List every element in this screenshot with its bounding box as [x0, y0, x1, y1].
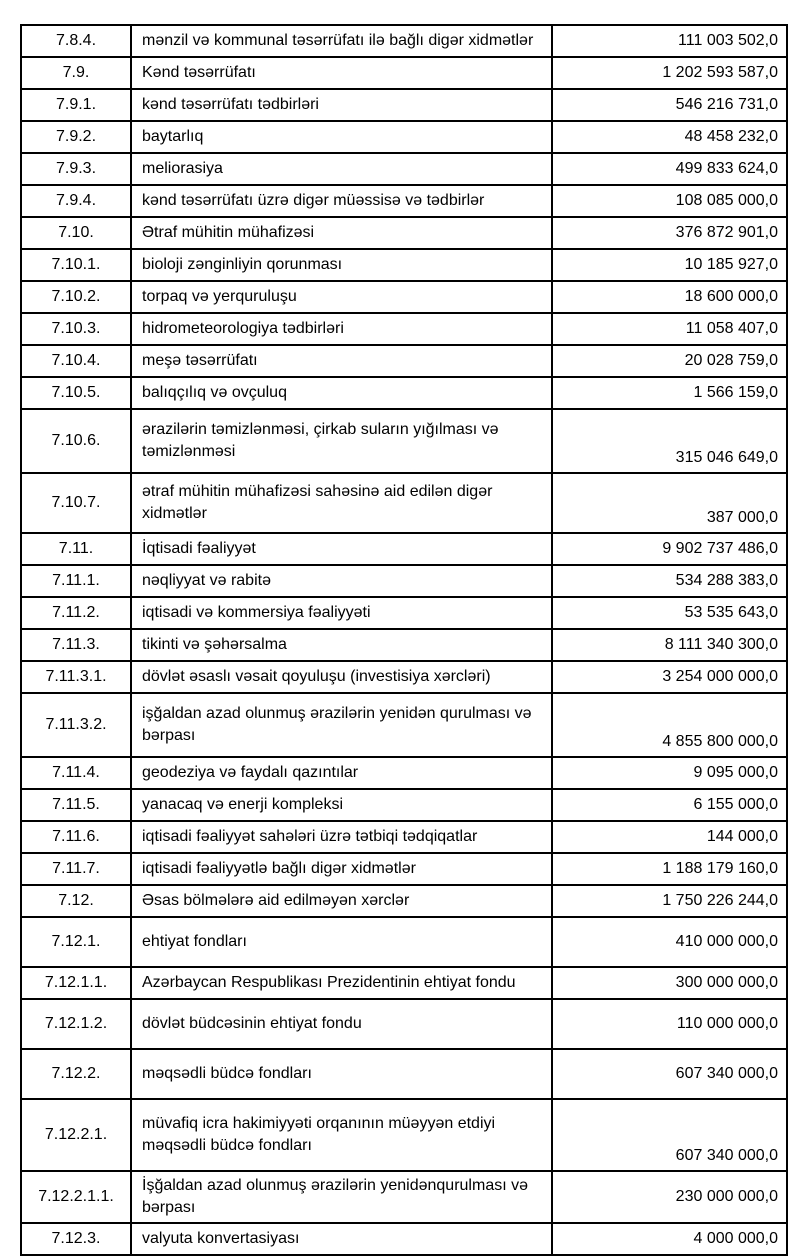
row-code: 7.11.3. [21, 629, 131, 661]
table-row [21, 821, 787, 853]
row-description: dövlət əsaslı vəsait qoyuluşu (investisiya xərcləri) [131, 661, 552, 693]
table-row [21, 1223, 787, 1255]
row-description: balıqçılıq və ovçuluq [131, 377, 552, 409]
table-row [21, 693, 787, 757]
row-amount: 53 535 643,0 [552, 597, 787, 629]
row-amount: 6 155 000,0 [552, 789, 787, 821]
row-amount: 110 000 000,0 [552, 999, 787, 1049]
row-description: ehtiyat fondları [131, 917, 552, 967]
row-description: İqtisadi fəaliyyət [131, 533, 552, 565]
row-description: Azərbaycan Respublikası Prezidentinin ehtiyat fondu [131, 967, 552, 999]
row-description: geodeziya və faydalı qazıntılar [131, 757, 552, 789]
row-code: 7.11.1. [21, 565, 131, 597]
row-description: iqtisadi və kommersiya fəaliyyəti [131, 597, 552, 629]
table-row [21, 789, 787, 821]
row-amount: 607 340 000,0 [552, 1099, 787, 1171]
row-code: 7.11.5. [21, 789, 131, 821]
row-description: Kənd təsərrüfatı [131, 57, 552, 89]
row-description: meliorasiya [131, 153, 552, 185]
table-row [21, 999, 787, 1049]
row-code: 7.9.2. [21, 121, 131, 153]
row-amount: 534 288 383,0 [552, 565, 787, 597]
table-row [21, 185, 787, 217]
row-amount: 4 855 800 000,0 [552, 693, 787, 757]
row-amount: 410 000 000,0 [552, 917, 787, 967]
row-description: meşə təsərrüfatı [131, 345, 552, 377]
row-description: iqtisadi fəaliyyət sahələri üzrə tətbiqi tədqiqatlar [131, 821, 552, 853]
row-code: 7.9.4. [21, 185, 131, 217]
row-code: 7.11.3.2. [21, 693, 131, 757]
table-row [21, 853, 787, 885]
row-amount: 3 254 000 000,0 [552, 661, 787, 693]
row-code: 7.11.4. [21, 757, 131, 789]
row-amount: 48 458 232,0 [552, 121, 787, 153]
table-row [21, 533, 787, 565]
table-row [21, 153, 787, 185]
row-code: 7.10.5. [21, 377, 131, 409]
row-description: müvafiq icra hakimiyyəti orqanının müəyyən etdiyi məqsədli büdcə fondları [131, 1099, 552, 1171]
row-code: 7.12. [21, 885, 131, 917]
table-row [21, 1099, 787, 1171]
row-description: Ətraf mühitin mühafizəsi [131, 217, 552, 249]
row-amount: 376 872 901,0 [552, 217, 787, 249]
row-amount: 300 000 000,0 [552, 967, 787, 999]
table-row [21, 597, 787, 629]
row-code: 7.8.4. [21, 25, 131, 57]
row-description: dövlət büdcəsinin ehtiyat fondu [131, 999, 552, 1049]
table-row [21, 377, 787, 409]
table-row [21, 629, 787, 661]
row-code: 7.11. [21, 533, 131, 565]
row-description: yanacaq və enerji kompleksi [131, 789, 552, 821]
table-row [21, 917, 787, 967]
row-amount: 10 185 927,0 [552, 249, 787, 281]
row-code: 7.12.3. [21, 1223, 131, 1255]
table-row [21, 565, 787, 597]
table-row [21, 281, 787, 313]
row-code: 7.11.2. [21, 597, 131, 629]
row-code: 7.12.1.1. [21, 967, 131, 999]
row-code: 7.11.6. [21, 821, 131, 853]
row-amount: 499 833 624,0 [552, 153, 787, 185]
row-amount: 607 340 000,0 [552, 1049, 787, 1099]
row-code: 7.10.2. [21, 281, 131, 313]
row-amount: 111 003 502,0 [552, 25, 787, 57]
row-amount: 387 000,0 [552, 473, 787, 533]
row-amount: 11 058 407,0 [552, 313, 787, 345]
row-description: baytarlıq [131, 121, 552, 153]
table-row [21, 217, 787, 249]
table-row [21, 967, 787, 999]
row-code: 7.10.1. [21, 249, 131, 281]
row-description: kənd təsərrüfatı tədbirləri [131, 89, 552, 121]
table-row [21, 473, 787, 533]
row-amount: 9 902 737 486,0 [552, 533, 787, 565]
table-row [21, 885, 787, 917]
row-code: 7.9. [21, 57, 131, 89]
row-description: nəqliyyat və rabitə [131, 565, 552, 597]
row-description: hidrometeorologiya tədbirləri [131, 313, 552, 345]
row-description: iqtisadi fəaliyyətlə bağlı digər xidmətlər [131, 853, 552, 885]
budget-table [20, 24, 788, 1256]
row-amount: 1 188 179 160,0 [552, 853, 787, 885]
row-amount: 18 600 000,0 [552, 281, 787, 313]
row-amount: 8 111 340 300,0 [552, 629, 787, 661]
table-row [21, 249, 787, 281]
row-amount: 1 202 593 587,0 [552, 57, 787, 89]
row-description: ətraf mühitin mühafizəsi sahəsinə aid edilən digər xidmətlər [131, 473, 552, 533]
row-code: 7.11.7. [21, 853, 131, 885]
row-code: 7.10. [21, 217, 131, 249]
row-code: 7.10.4. [21, 345, 131, 377]
row-description: tikinti və şəhərsalma [131, 629, 552, 661]
row-code: 7.12.1. [21, 917, 131, 967]
table-row [21, 89, 787, 121]
row-code: 7.12.2.1. [21, 1099, 131, 1171]
row-amount: 9 095 000,0 [552, 757, 787, 789]
table-body [21, 25, 787, 1255]
row-amount: 4 000 000,0 [552, 1223, 787, 1255]
row-description: ərazilərin təmizlənməsi, çirkab suların yığılması və təmizlənməsi [131, 409, 552, 473]
row-code: 7.12.2.1.1. [21, 1171, 131, 1223]
table-row [21, 121, 787, 153]
row-code: 7.11.3.1. [21, 661, 131, 693]
row-amount: 1 750 226 244,0 [552, 885, 787, 917]
table-row [21, 1171, 787, 1223]
table-row [21, 757, 787, 789]
row-description: kənd təsərrüfatı üzrə digər müəssisə və tədbirlər [131, 185, 552, 217]
row-description: bioloji zənginliyin qorunması [131, 249, 552, 281]
table-row [21, 25, 787, 57]
row-description: mənzil və kommunal təsərrüfatı ilə bağlı digər xidmətlər [131, 25, 552, 57]
row-description: işğaldan azad olunmuş ərazilərin yenidən qurulması və bərpası [131, 693, 552, 757]
table-row [21, 409, 787, 473]
row-amount: 1 566 159,0 [552, 377, 787, 409]
row-code: 7.10.6. [21, 409, 131, 473]
row-amount: 546 216 731,0 [552, 89, 787, 121]
row-amount: 144 000,0 [552, 821, 787, 853]
row-description: torpaq və yerquruluşu [131, 281, 552, 313]
table-row [21, 1049, 787, 1099]
row-code: 7.9.1. [21, 89, 131, 121]
row-amount: 108 085 000,0 [552, 185, 787, 217]
table-row [21, 345, 787, 377]
row-description: valyuta konvertasiyası [131, 1223, 552, 1255]
row-code: 7.10.7. [21, 473, 131, 533]
row-code: 7.9.3. [21, 153, 131, 185]
row-description: məqsədli büdcə fondları [131, 1049, 552, 1099]
row-code: 7.12.1.2. [21, 999, 131, 1049]
table-row [21, 661, 787, 693]
table-row [21, 57, 787, 89]
table-row [21, 313, 787, 345]
row-description: İşğaldan azad olunmuş ərazilərin yenidənqurulması və bərpası [131, 1171, 552, 1223]
row-code: 7.12.2. [21, 1049, 131, 1099]
row-code: 7.10.3. [21, 313, 131, 345]
row-amount: 230 000 000,0 [552, 1171, 787, 1223]
row-description: Əsas bölmələrə aid edilməyən xərclər [131, 885, 552, 917]
row-amount: 315 046 649,0 [552, 409, 787, 473]
row-amount: 20 028 759,0 [552, 345, 787, 377]
